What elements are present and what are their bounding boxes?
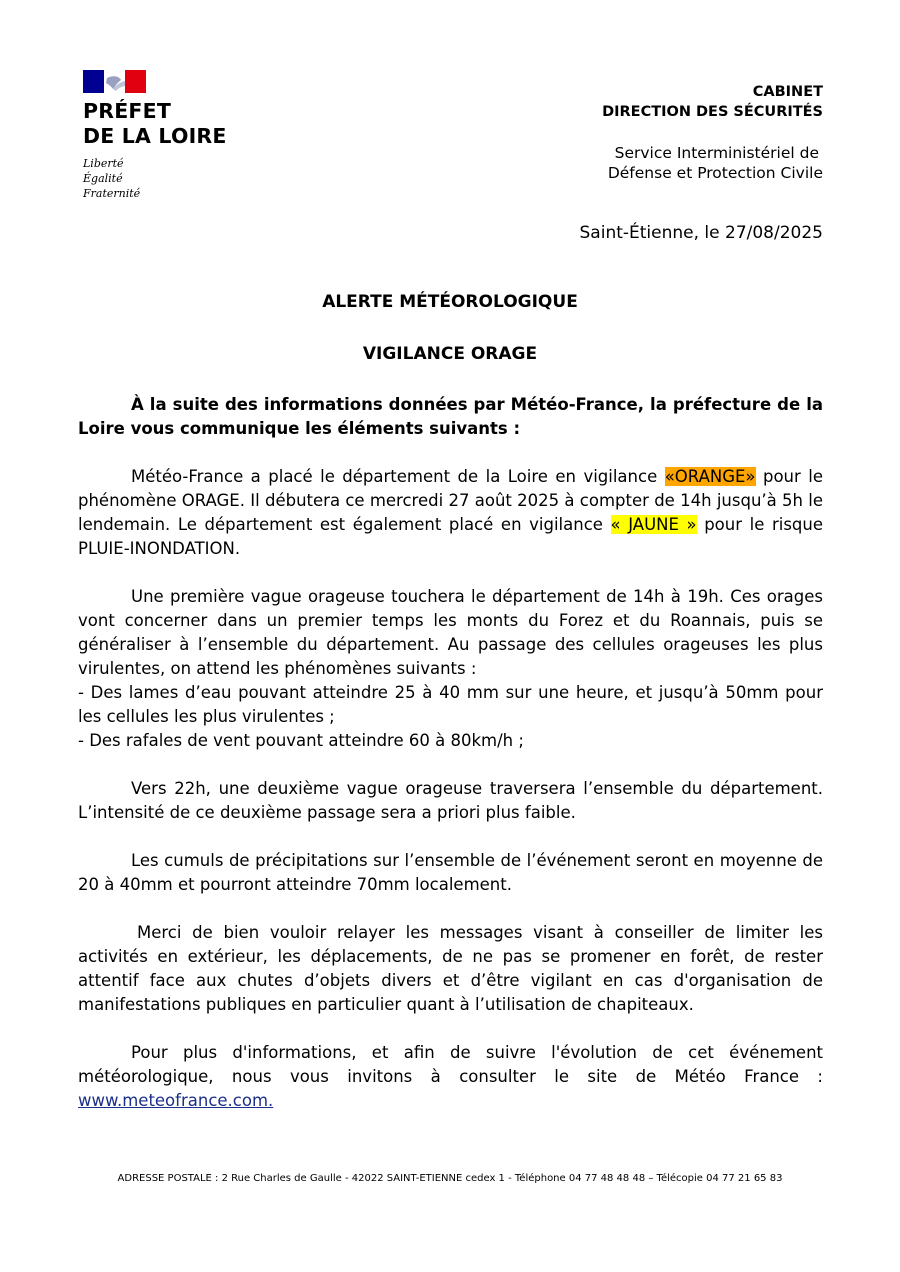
document-body (78, 393, 823, 1113)
meteofrance-link[interactable]: www.meteofrance.com. (78, 1091, 274, 1110)
orange-level-badge: «ORANGE» (664, 467, 756, 486)
motto-egalite: Égalité (83, 172, 123, 185)
marianne-flag-icon (83, 70, 146, 93)
prefecture-logo (83, 70, 243, 201)
first-wave-paragraph: Une première vague orageuse touchera le département de 14h à 19h. Ces orages vont concerner dans un premier temps les monts du Forez et du Roannais, puis se généraliser à l’ensemble du département. Au passage des cellules orageuses les plus virulentes, on attend les phénomènes suivants : (78, 587, 823, 678)
vigilance-text-c: pour le risque PLUIE-INONDATION. (78, 515, 823, 558)
list-item: - Des lames d’eau pouvant atteindre 25 à 40 mm sur une heure, et jusqu’à 50mm pour les cellules les plus virulentes ; (78, 683, 823, 726)
vigilance-title: VIGILANCE ORAGE (362, 344, 538, 364)
cumulative-paragraph: Les cumuls de précipitations sur l’ensemble de l’événement seront en moyenne de 20 à 40mm et pourront atteindre 70mm localement. (78, 851, 823, 894)
info-paragraph (78, 1041, 823, 1113)
vigilance-text-b: pour le phénomène ORAGE. Il débutera ce mercredi 27 août 2025 à compter de 14h jusqu’à 5h le lendemain. Le département est également placé en vigilance (78, 467, 823, 534)
yellow-level-badge: « JAUNE » (610, 515, 697, 534)
info-text: Pour plus d'informations, et afin de suivre l'évolution de cet événement météorologique, nous vous invitons à consulter le site de Météo France : (78, 1043, 823, 1086)
second-wave-paragraph: Vers 22h, une deuxième vague orageuse traversera l’ensemble du département. L’intensité de ce deuxième passage sera a priori plus faible. (78, 779, 823, 822)
service-line-2: Défense et Protection Civile (607, 164, 823, 182)
cabinet-heading: CABINET (752, 84, 823, 100)
department-label: DE LA LOIRE (83, 124, 227, 148)
list-item: - Des rafales de vent pouvant atteindre 60 à 80km/h ; (78, 731, 524, 750)
document-date: Saint-Étienne, le 27/08/2025 (579, 223, 823, 243)
prefet-label: PRÉFET (83, 99, 172, 123)
advice-paragraph: Merci de bien vouloir relayer les messages visant à conseiller de limiter les activités en extérieur, les déplacements, de ne pas se promener en forêt, de rester attentif face aux chutes d’objets divers et d’être vigilant en cas d'organisation de manifestations publiques en particulier quant à l’utilisation de chapiteaux. (78, 923, 823, 1014)
vigilance-paragraph (78, 465, 823, 561)
motto-fraternite: Fraternité (83, 187, 141, 200)
vigilance-text-a: Météo-France a placé le département de la Loire en vigilance (131, 467, 665, 486)
alert-title: ALERTE MÉTÉOROLOGIQUE (322, 292, 578, 312)
direction-heading: DIRECTION DES SÉCURITÉS (602, 104, 823, 120)
service-line-1: Service Interministériel de (614, 144, 819, 162)
postal-address-footer: ADRESSE POSTALE : 2 Rue Charles de Gaulle - 42022 SAINT-ETIENNE cedex 1 - Téléphone 04 77 48 48 48 – Télécopie 04 77 21 65 83 (117, 1173, 783, 1184)
intro-paragraph: À la suite des informations données par Météo-France, la préfecture de la Loire vous communique les éléments suivants : (78, 395, 823, 438)
motto-liberte: Liberté (83, 157, 124, 170)
